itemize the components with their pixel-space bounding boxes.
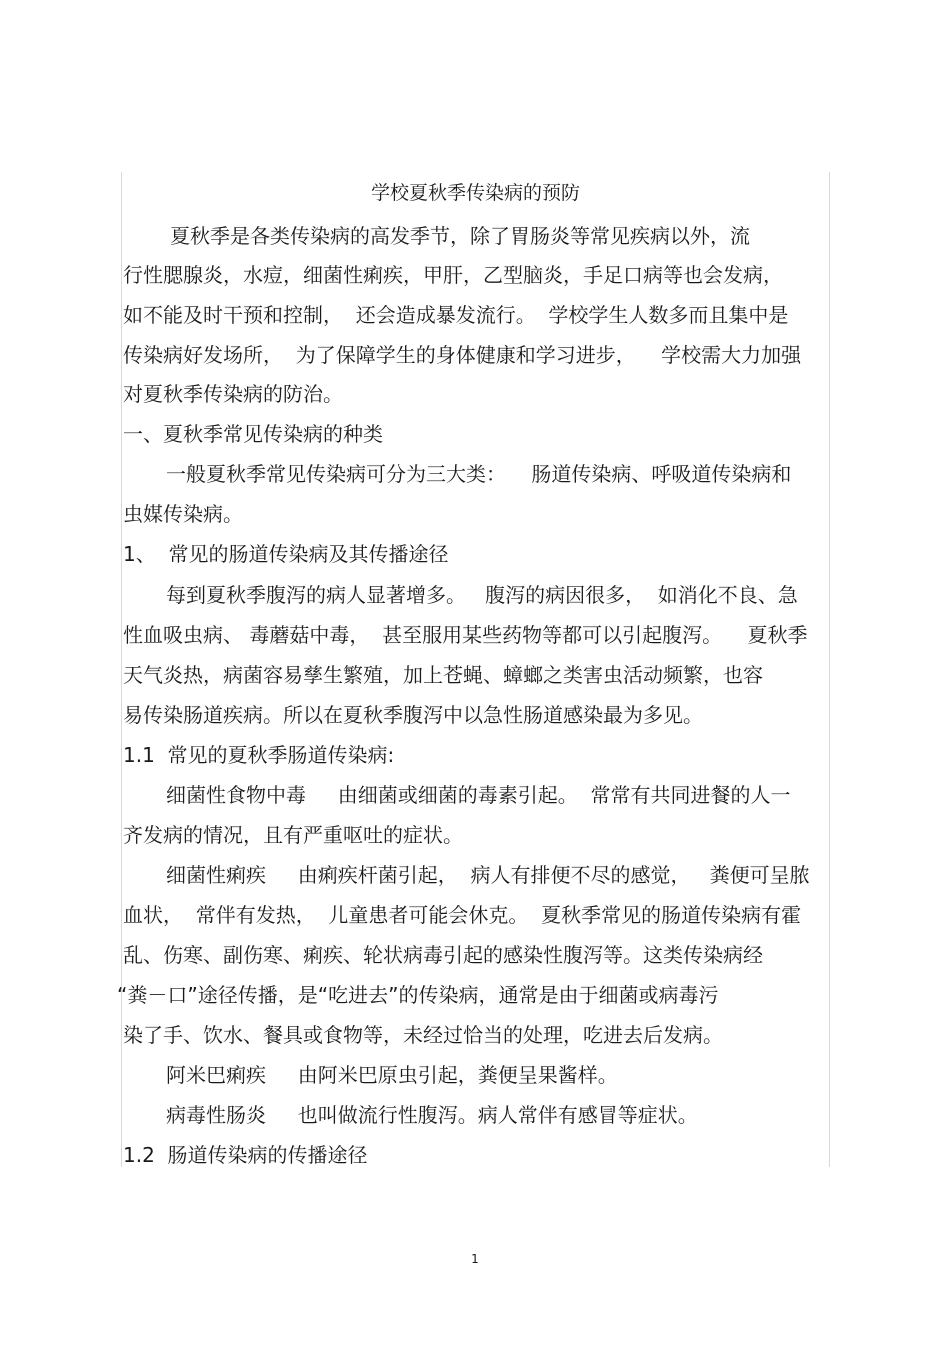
paragraph-line: 一般夏秋季常见传染病可分为三大类： 肠道传染病、呼吸道传染病和: [166, 462, 792, 486]
subsection-heading: 1、 常见的肠道传染病及其传播途径: [123, 542, 449, 566]
section-heading: 一、夏秋季常见传染病的种类: [123, 422, 383, 446]
paragraph-line: 虫媒传染病。: [123, 502, 243, 526]
paragraph-line: 齐发病的情况，且有严重呕吐的症状。: [123, 823, 463, 847]
paragraph-line: 细菌性食物中毒 由细菌或细菌的毒素引起。 常常有共同进餐的人一: [166, 783, 791, 807]
paragraph-line: 传染病好发场所， 为了保障学生的身体健康和学习进步， 学校需大力加强: [123, 343, 802, 367]
paragraph-line: 染了手、饮水、餐具或食物等，未经过恰当的处理，吃进去后发病。: [123, 1023, 723, 1047]
paragraph-line: 如不能及时干预和控制， 还会造成暴发流行。 学校学生人数多而且集中是: [123, 303, 789, 327]
paragraph-line: “粪－口”途径传播，是“吃进去”的传染病，通常是由于细菌或病毒污: [117, 983, 719, 1007]
paragraph-line: 乱、伤寒、副伤寒、痢疾、轮状病毒引起的感染性腹泻等。这类传染病经: [123, 943, 763, 967]
page-number: 1: [471, 1252, 479, 1266]
paragraph-line: 对夏秋季传染病的防治。: [123, 382, 343, 406]
paragraph-line: 易传染肠道疾病。所以在夏秋季腹泻中以急性肠道感染最为多见。: [123, 703, 703, 727]
paragraph-line: 行性腮腺炎，水痘，细菌性痢疾，甲肝，乙型脑炎，手足口病等也会发病，: [123, 263, 783, 287]
paragraph-line: 每到夏秋季腹泻的病人显著增多。 腹泻的病因很多， 如消化不良、急: [166, 583, 798, 607]
subsection-heading: 1.2 肠道传染病的传播途径: [123, 1143, 368, 1167]
left-margin-rule: [121, 172, 122, 1167]
document-title: 学校夏秋季传染病的预防: [370, 182, 580, 204]
paragraph-line: 天气炎热，病菌容易孳生繁殖，加上苍蝇、蟑螂之类害虫活动频繁，也容: [123, 663, 763, 687]
paragraph-line: 阿米巴痢疾 由阿米巴原虫引起，粪便呈果酱样。: [166, 1063, 618, 1087]
paragraph-line: 性血吸虫病、 毒蘑菇中毒， 甚至服用某些药物等都可以引起腹泻。 夏秋季: [123, 623, 808, 647]
paragraph-line: 病毒性肠炎 也叫做流行性腹泻。病人常伴有感冒等症状。: [166, 1103, 698, 1127]
paragraph-line: 细菌性痢疾 由痢疾杆菌引起， 病人有排便不尽的感觉， 粪便可呈脓: [166, 863, 810, 887]
right-margin-rule: [829, 172, 830, 1167]
paragraph-line: 血状， 常伴有发热， 儿童患者可能会休克。 夏秋季常见的肠道传染病有霍: [123, 903, 802, 927]
subsection-heading: 1.1 常见的夏秋季肠道传染病:: [123, 743, 395, 767]
paragraph-line: 夏秋季是各类传染病的高发季节，除了胃肠炎等常见疾病以外，流: [170, 224, 750, 248]
